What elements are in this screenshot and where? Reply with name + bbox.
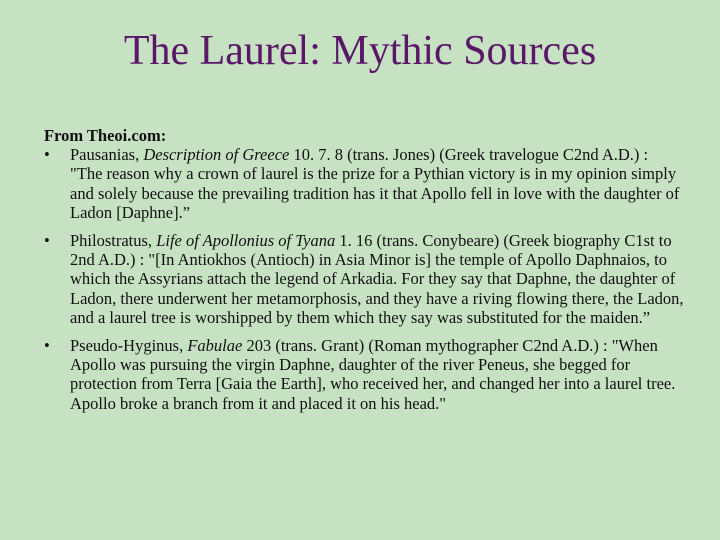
slide-body: [44, 126, 684, 422]
bullet-icon: •: [44, 231, 50, 251]
item-quote: 10. 7. 8 (trans. Jones) (Greek travelogue C2nd A.D.) : "The reason why a crown of laurel is the prize for a Pythian victory is in my opinion simply and solely because the prevailing tradition has it that Apollo fell in love with the daughter of Ladon [Daphne].”: [70, 145, 680, 222]
item-work-title: Description of Greece: [143, 145, 290, 165]
item-author: Philostratus,: [70, 231, 157, 251]
bullet-icon: •: [44, 145, 50, 165]
bullet-icon: •: [44, 336, 50, 356]
item-author: Pseudo-Hyginus,: [70, 336, 188, 356]
item-author: Pausanias,: [70, 145, 144, 165]
slide-title: The Laurel: Mythic Sources: [123, 28, 597, 74]
item-quote: 203 (trans. Grant) (Roman mythographer C2nd A.D.) : "When Apollo was pursuing the virgin Daphne, daughter of the river Peneus, she begged for protection from Terra [Gaia the Earth], who received her, and changed her into a laurel tree. Apollo broke a branch from it and placed it on his head.": [70, 336, 676, 413]
item-quote: 1. 16 (trans. Conybeare) (Greek biography C1st to 2nd A.D.) : "[In Antiokhos (Antioch) in Asia Minor is] the temple of Apollo Daphnaios, to which the Assyrians attach the legend of Arkadia. For they say that Daphne, the daughter of Ladon, there underwent her metamorphosis, and they have a riving flowing there, the Ladon, and a laurel tree is worshipped by them which they say was substituted for the maiden.”: [70, 231, 684, 327]
source-item-hyginus: [44, 336, 684, 413]
source-heading: From Theoi.com:: [44, 126, 167, 145]
source-list: [44, 145, 684, 413]
source-item-philostratus: [44, 231, 684, 327]
source-item-pausanias: [44, 145, 684, 222]
item-work-title: Life of Apollonius of Tyana: [156, 231, 336, 251]
item-work-title: Fabulae: [187, 336, 243, 356]
